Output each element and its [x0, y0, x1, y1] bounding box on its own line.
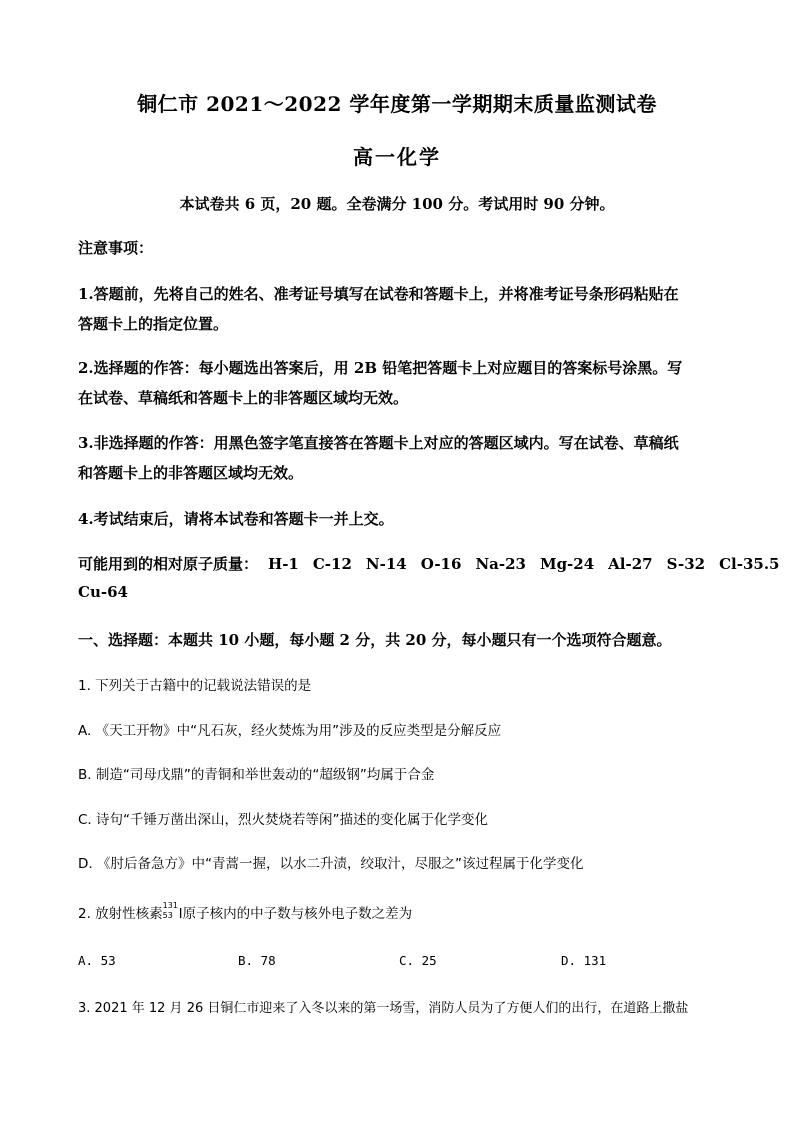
isotope-symbol: I	[178, 906, 183, 922]
iodine-isotope-notation	[162, 901, 179, 920]
atomic-mass-s: S-32	[666, 555, 706, 573]
question-2-option-d: D. 131	[561, 953, 607, 968]
isotope-mass-number: 131	[162, 901, 178, 910]
atomic-mass-label: 可能用到的相对原子质量：	[78, 555, 259, 573]
note-1-line-1: 1.答题前，先将自己的姓名、准考证号填写在试卷和答题卡上，并将准考证号条形码粘贴在	[78, 285, 679, 303]
atomic-mass-o: O-16	[420, 555, 462, 573]
note-3-line-2: 和答题卡上的非答题区域均无效。	[78, 464, 304, 482]
atomic-mass-cl: Cl-35.5	[719, 555, 780, 573]
subject-title: 高一化学	[353, 145, 441, 169]
atomic-mass-c: C-12	[312, 555, 352, 573]
question-2-stem-end: 原子核内的中子数与核外电子数之差为	[182, 906, 413, 922]
section-1-heading: 一、选择题：本题共 10 小题，每小题 2 分，共 20 分，每小题只有一个选项符合题意。	[78, 631, 672, 649]
exam-title: 铜仁市 2021～2022 学年度第一学期期末质量监测试卷	[137, 92, 657, 116]
atomic-mass-mg: Mg-24	[539, 555, 595, 573]
question-2-stem	[78, 902, 412, 922]
note-4: 4.考试结束后，请将本试卷和答题卡一并上交。	[78, 510, 394, 528]
note-2-line-2: 在试卷、草稿纸和答题卡上的非答题区域均无效。	[78, 389, 409, 407]
question-1-option-b: B. 制造“司母戊鼎”的青铜和举世轰动的“超级钢”均属于合金	[78, 767, 435, 783]
atomic-mass-na: Na-23	[475, 555, 526, 573]
question-1-option-c: C. 诗句“千锤万凿出深山，烈火焚烧若等闲”描述的变化属于化学变化	[78, 812, 488, 828]
atomic-mass-n: N-14	[365, 555, 407, 573]
question-1-option-a: A. 《天工开物》中“凡石灰，经火焚炼为用”涉及的反应类型是分解反应	[78, 723, 502, 739]
question-2-option-c: C. 25	[399, 953, 437, 968]
exam-info: 本试卷共 6 页，20 题。全卷满分 100 分。考试用时 90 分钟。	[179, 195, 615, 213]
atomic-mass-h: H-1	[268, 555, 299, 573]
note-3-line-1: 3.非选择题的作答：用黑色签字笔直接答在答题卡上对应的答题区域内。写在试卷、草稿纸	[78, 434, 679, 452]
question-2-stem-start: 2. 放射性核素	[78, 906, 163, 922]
question-1-stem: 1. 下列关于古籍中的记载说法错误的是	[78, 678, 312, 694]
note-1-line-2: 答题卡上的指定位置。	[78, 315, 229, 333]
note-2-line-1: 2.选择题的作答：每小题选出答案后，用 2B 铅笔把答题卡上对应题目的答案标号涂黑。写	[78, 359, 683, 377]
question-2-option-a: A. 53	[78, 953, 116, 968]
atomic-mass-al: Al-27	[608, 555, 653, 573]
atomic-mass-cu: Cu-64	[78, 583, 128, 601]
atomic-mass-list	[78, 553, 780, 574]
question-3-stem: 3. 2021 年 12 月 26 日铜仁市迎来了入冬以来的第一场雪，消防人员为了方便人们的出行，在道路上撒盐	[78, 1001, 689, 1016]
notes-heading: 注意事项：	[78, 239, 154, 257]
isotope-atomic-number: 53	[162, 911, 173, 920]
question-1-option-d: D. 《肘后备急方》中“青蒿一握，以水二升渍，绞取汁，尽服之”该过程属于化学变化	[78, 856, 584, 872]
question-2-option-b: B. 78	[238, 953, 276, 968]
